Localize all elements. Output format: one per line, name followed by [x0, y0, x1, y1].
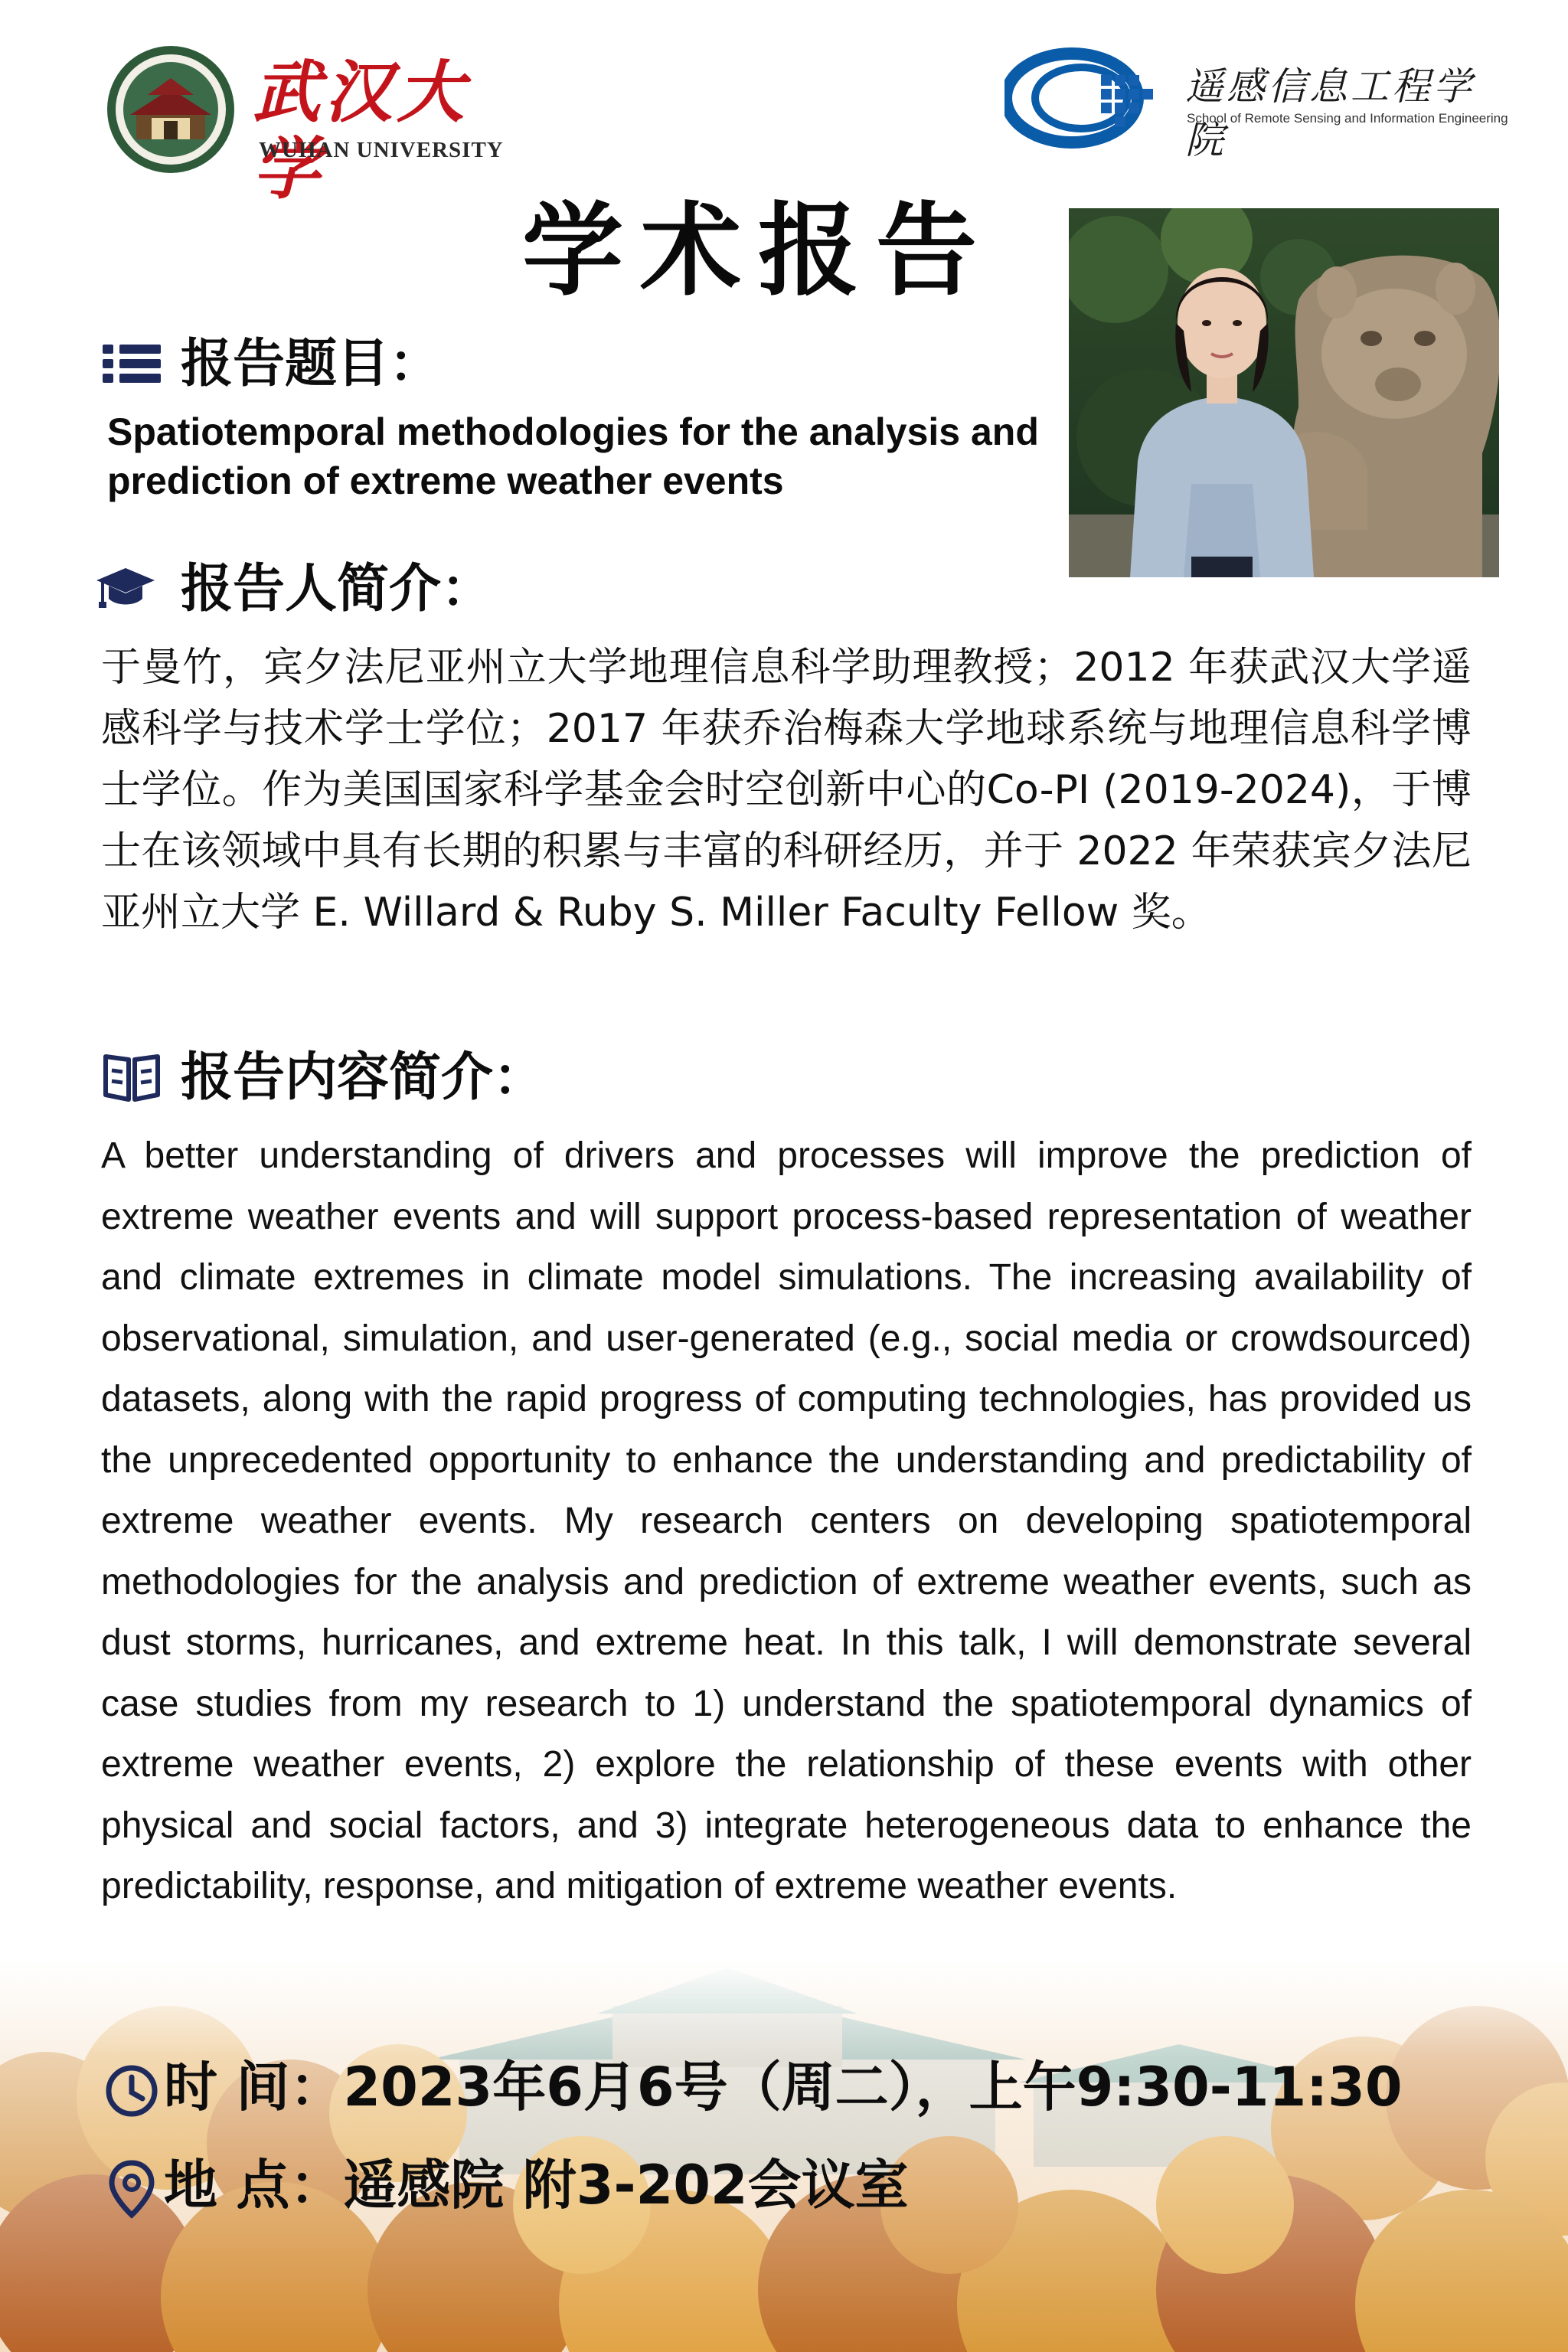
- school-name-cn: 遥感信息工程学院: [1185, 64, 1475, 162]
- time-row: [100, 2050, 1539, 2124]
- book-icon: [101, 1050, 162, 1104]
- school-name-en: School of Remote Sensing and Information Engineering: [1187, 111, 1508, 126]
- clock-icon: [100, 2063, 164, 2118]
- speaker-heading: 报告人简介：: [181, 559, 494, 619]
- time-label: 时 间：: [164, 2056, 344, 2118]
- graduation-cap-icon: [95, 560, 156, 614]
- speaker-photo: [1069, 208, 1499, 577]
- talk-title: Spatiotemporal methodologies for the analysis and prediction of extreme weather events: [107, 410, 1039, 502]
- abstract-text: A better understanding of drivers and processes will improve the prediction of extreme weather events and will support process-based representation of weather and climate extremes in climate model simulations. The increasing availability of observational, simulation, and user-generated (e.g., social media or crowdsourced) datasets, along with the rapid progress of computing technologies, has provided us the unprecedented opportunity to enhance the understanding and predictability of extreme weather events. My research centers on developing spatiotemporal methodologies for the analysis and prediction of extreme weather events, such as dust storms, hurricanes, and extreme heat. In this talk, I will demonstrate several case studies from my research to 1) understand the spatiotemporal dynamics of extreme weather events, 2) explore the relationship of these events with other physical and social factors, and 3) integrate heterogeneous data to enhance the predictability, response, and mitigation of extreme weather events.: [101, 1135, 1472, 1906]
- remote-sensing-school-logo: [1004, 44, 1165, 152]
- speaker-bio: 于曼竹，宾夕法尼亚州立大学地理信息科学助理教授；2012 年获武汉大学遥感科学与技术学士学位；2017 年获乔治梅森大学地球系统与地理信息科学博士学位。作为美国国家科学基金会时空创新中心的Co-PI (2019-2024)，于博士在该领域中具有长期的积累与丰富的科研经历，并于 2022 年荣获宾夕法尼亚州立大学 E. Willard & Ruby S. Miller Faculty Fellow 奖。: [101, 645, 1472, 936]
- list-icon: [101, 337, 162, 390]
- location-pin-icon: [100, 2158, 164, 2220]
- abstract-heading: 报告内容简介：: [181, 1047, 546, 1108]
- wuhan-university-seal: [106, 44, 236, 175]
- university-name-cn: 武汉大学: [253, 52, 469, 208]
- place-row: [100, 2148, 1539, 2222]
- place-value: 遥感院 附3-202会议室: [343, 2154, 909, 2216]
- place-label: 地 点：: [164, 2154, 344, 2216]
- university-name-en: WUHAN UNIVERSITY: [259, 138, 504, 162]
- topic-heading: 报告题目：: [181, 334, 442, 394]
- time-value: 2023年6月6号（周二），上午9:30-11:30: [343, 2056, 1403, 2118]
- page-title: 学术报告: [522, 192, 994, 310]
